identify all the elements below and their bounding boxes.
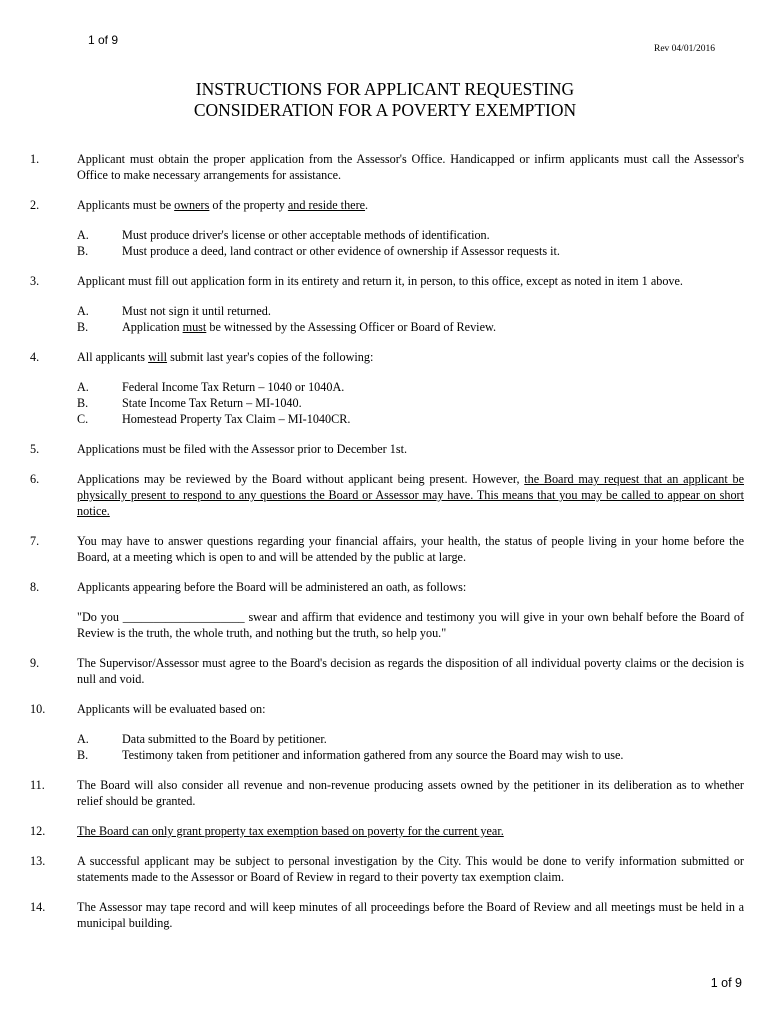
sub-item-text: Must produce a deed, land contract or other evidence of ownership if Assessor requests it. <box>122 244 560 258</box>
item-text: The Board will also consider all revenue and non-revenue producing assets owned by the petitioner in its deliberation as to whether relief should be granted. <box>77 778 744 808</box>
list-item-7 <box>30 533 744 565</box>
text-run: submit last year's copies of the following: <box>167 350 374 364</box>
sub-item <box>77 243 744 259</box>
item-text: Applicants appearing before the Board will be administered an oath, as follows: <box>77 580 467 594</box>
item-number: 2. <box>30 198 40 212</box>
sub-item-text: State Income Tax Return – MI-1040. <box>122 396 302 410</box>
list-item-3 <box>30 273 744 335</box>
list-item-8 <box>30 579 744 641</box>
text-run: All applicants <box>77 350 149 364</box>
sub-item-text: Homestead Property Tax Claim – MI-1040CR. <box>122 412 351 426</box>
item-text: Applications must be filed with the Assessor prior to December 1st. <box>77 442 408 456</box>
item-number: 8. <box>30 580 40 594</box>
item-number: 1. <box>30 152 40 166</box>
sub-item-letter: B. <box>77 748 89 762</box>
sub-item-text: Data submitted to the Board by petitioner. <box>122 732 327 746</box>
sub-list <box>77 379 744 427</box>
text-run: be witnessed by the Assessing Officer or Board of Review. <box>206 320 497 334</box>
sub-item-letter: B. <box>77 320 89 334</box>
item-number: 12. <box>30 824 46 838</box>
sub-item <box>77 319 744 335</box>
sub-item-letter: B. <box>77 396 89 410</box>
sub-item <box>77 411 744 427</box>
list-item-2 <box>30 197 744 259</box>
list-item-10 <box>30 701 744 763</box>
sub-item <box>77 395 744 411</box>
name-blank: ____________________ <box>122 610 245 624</box>
item-number: 9. <box>30 656 40 670</box>
item-number: 6. <box>30 472 40 486</box>
sub-list <box>77 731 744 763</box>
list-item-9 <box>30 655 744 687</box>
text-run: Applications may be reviewed by the Board without applicant being present. However, <box>77 472 525 486</box>
sub-item <box>77 303 744 319</box>
item-text: The Assessor may tape record and will keep minutes of all proceedings before the Board of Review and all meetings must be held in a municipal building. <box>77 900 744 930</box>
item-number: 13. <box>30 854 46 868</box>
sub-item <box>77 747 744 763</box>
sub-item-text: Must not sign it until returned. <box>122 304 271 318</box>
item-text: Applicants will be evaluated based on: <box>77 702 266 716</box>
sub-item-text: Federal Income Tax Return – 1040 or 1040A. <box>122 380 345 394</box>
sub-item-text: Must produce driver's license or other acceptable methods of identification. <box>122 228 490 242</box>
item-number: 3. <box>30 274 40 288</box>
page-title <box>0 79 770 121</box>
item-text: You may have to answer questions regarding your financial affairs, your health, the status of people living in your home before the Board, at a meeting which is open to and will be attended by the public at large. <box>77 534 744 564</box>
sub-item <box>77 731 744 747</box>
item-text <box>77 197 744 213</box>
sub-item-letter: A. <box>77 304 89 318</box>
text-run: "Do you <box>77 610 123 624</box>
page-number-bottom: 1 of 9 <box>710 976 742 990</box>
underlined-text: and reside there <box>287 198 366 212</box>
list-item-11 <box>30 777 744 809</box>
text-run: Applicants must be <box>77 198 175 212</box>
list-item-1 <box>30 151 744 183</box>
underlined-text: must <box>182 320 207 334</box>
sub-item <box>77 379 744 395</box>
list-item-4 <box>30 349 744 427</box>
text-run: of the property <box>209 198 288 212</box>
underlined-text: the Board may request that an applicant be physically present to respond to any questions the Board or Assessor may have. This means that you may be called to appear on short notice. <box>77 472 744 518</box>
sub-item-text: Testimony taken from petitioner and information gathered from any source the Board may wish to use. <box>122 748 624 762</box>
list-item-14 <box>30 899 744 931</box>
oath-quote <box>77 609 744 641</box>
sub-item-letter: C. <box>77 412 89 426</box>
item-number: 4. <box>30 350 40 364</box>
text-run: . <box>365 198 369 212</box>
list-item-5 <box>30 441 744 457</box>
item-number: 14. <box>30 900 46 914</box>
sub-list <box>77 303 744 335</box>
list-item-12 <box>30 823 744 839</box>
instructions-list <box>30 151 744 945</box>
item-number: 7. <box>30 534 40 548</box>
revision-date: Rev 04/01/2016 <box>654 44 715 54</box>
sub-item-letter: A. <box>77 380 89 394</box>
page-number-top: 1 of 9 <box>88 33 119 47</box>
item-text <box>77 823 744 839</box>
text-run: swear and affirm that evidence and testimony you will give in your own behalf before the Board of Review is the truth, the whole truth, and nothing but the truth, so help you." <box>77 610 744 640</box>
title-line-2: CONSIDERATION FOR A POVERTY EXEMPTION <box>193 100 577 120</box>
sub-item-letter: A. <box>77 732 89 746</box>
title-line-1: INSTRUCTIONS FOR APPLICANT REQUESTING <box>195 79 575 99</box>
item-text <box>77 349 744 365</box>
list-item-13 <box>30 853 744 885</box>
list-item-6 <box>30 471 744 519</box>
item-text: Applicant must fill out application form in its entirety and return it, in person, to this office, except as noted in item 1 above. <box>77 274 683 288</box>
item-text: A successful applicant may be subject to personal investigation by the City. This would be done to verify information submitted or statements made to the Assessor or Board of Review in regard to their poverty tax exemption claim. <box>77 854 744 884</box>
sub-item-letter: B. <box>77 244 89 258</box>
text-run: Application <box>122 320 183 334</box>
sub-item <box>77 227 744 243</box>
item-number: 11. <box>30 778 45 792</box>
item-text <box>77 471 744 519</box>
underlined-text: owners <box>174 198 210 212</box>
item-number: 10. <box>30 702 46 716</box>
underlined-text: will <box>148 350 168 364</box>
sub-list <box>77 227 744 259</box>
item-number: 5. <box>30 442 40 456</box>
sub-item-letter: A. <box>77 228 89 242</box>
item-text: The Supervisor/Assessor must agree to the Board's decision as regards the disposition of all individual poverty claims or the decision is null and void. <box>77 656 744 686</box>
underlined-text: The Board can only grant property tax exemption based on poverty for the current year. <box>77 824 504 838</box>
item-text: Applicant must obtain the proper application from the Assessor's Office. Handicapped or infirm applicants must call the Assessor's Office to make necessary arrangements for assistance. <box>77 152 744 182</box>
